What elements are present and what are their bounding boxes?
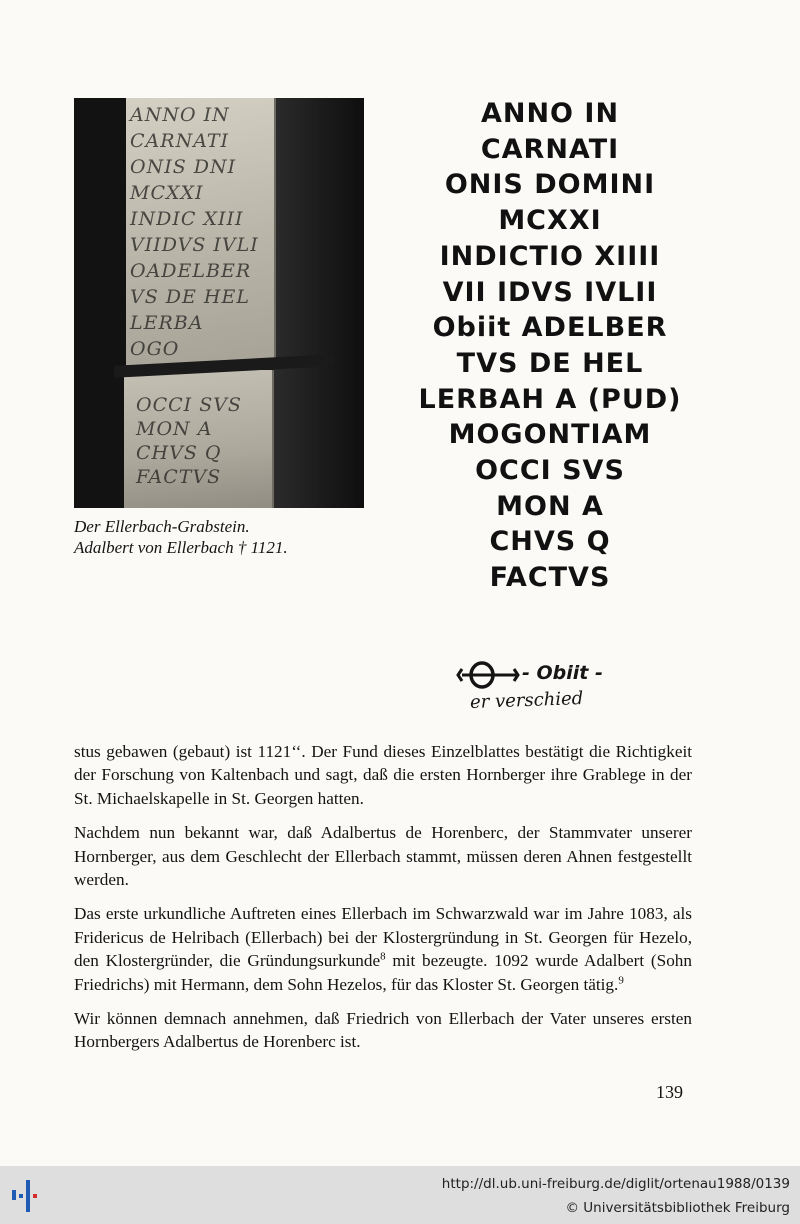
- paragraph-3-part-b: mit bezeugte. 1092 wurde Adalbert (Sohn Friedrichs) mit Hermann, dem Sohn Hezelos, für das Kloster St. Georgen tätig.: [74, 951, 692, 994]
- paragraph-2: Nachdem nun bekannt war, daß Adalbertus de Horenberc, der Stammvater unserer Hornberger, aus dem Geschlecht der Ellerbach stammt, müssen deren Ahnen festgestellt werden.: [74, 823, 692, 890]
- caption-subtitle: Adalbert von Ellerbach † 1121.: [74, 538, 288, 557]
- inscription-line: ONIS DOMINI: [444, 169, 656, 201]
- inscription-line: CARNATI: [480, 133, 620, 165]
- obiit-abbreviation-icon: [456, 660, 520, 690]
- inscription-line: MOGONTIAM: [448, 419, 652, 451]
- gravestone-engraving-line: LERBA: [130, 312, 204, 334]
- gravestone-engraving-line: VS DE HEL: [130, 286, 250, 308]
- inscription-line: LERBAH A (PUD): [418, 383, 682, 415]
- gravestone-engraving-line: FACTVS: [136, 466, 222, 488]
- page-permalink[interactable]: http://dl.ub.uni-freiburg.de/diglit/ortenau1988/0139: [441, 1176, 790, 1192]
- gravestone-engraving-line: OCCI SVS: [136, 394, 242, 416]
- inscription-line: VII IDVS IVLII: [442, 276, 658, 308]
- inscription-line: OCCI SVS: [475, 455, 625, 487]
- gravestone-engraving-line: OADELBER: [130, 260, 252, 282]
- gravestone-engraving-line: VIIDVS IVLI: [130, 234, 259, 256]
- gravestone-engraving-line: INDIC XIII: [130, 208, 244, 230]
- gravestone-photo: [74, 98, 364, 508]
- gravestone-engraving-line: ANNO IN: [130, 104, 230, 126]
- inscription-line: ANNO IN: [480, 98, 620, 129]
- inscription-line: Obiit ADELBER: [432, 312, 668, 344]
- gravestone-engraving-line: CHVS Q: [136, 442, 222, 464]
- footnote-ref-9[interactable]: 9: [618, 973, 624, 986]
- page-number: 139: [656, 1082, 683, 1102]
- gravestone-engraving-line: OGO: [130, 338, 180, 360]
- paragraph-3: [74, 902, 692, 996]
- inscription-line: CHVS Q: [489, 526, 611, 558]
- gravestone-engraving-line: CARNATI: [130, 130, 230, 152]
- inscription-line: MON A: [496, 490, 604, 522]
- inscription-line: MCXXI: [498, 205, 602, 237]
- inscription-transcription: [392, 96, 708, 596]
- inscription-line: TVS DE HEL: [456, 347, 644, 379]
- obiit-annotation: [456, 660, 656, 720]
- viewer-footer: [0, 1166, 800, 1224]
- obiit-meaning: er verschied: [469, 688, 584, 713]
- photo-background-shadow: [274, 98, 364, 508]
- ub-freiburg-logo-icon[interactable]: [10, 1176, 40, 1216]
- footnote-ref-8[interactable]: 8: [380, 950, 386, 963]
- body-text: [74, 740, 692, 1065]
- obiit-term: - Obiit -: [522, 662, 603, 684]
- caption-title: Der Ellerbach-Grabstein.: [74, 517, 250, 536]
- paragraph-4: Wir können demnach annehmen, daß Friedrich von Ellerbach der Vater unseres ersten Hornbergers Adalbertus de Horenberc ist.: [74, 1009, 692, 1052]
- paragraph-1: stus gebawen (gebaut) ist 1121‘‘. Der Fund dieses Einzelblattes bestätigt die Richtigkeit der Forschung von Kaltenbach und sagt, daß die ersten Hornberger ihre Grablege in der St. Michaelskapelle in St. Georgen hatten.: [74, 742, 692, 808]
- figure-caption: [74, 516, 374, 558]
- gravestone-engraving-line: MON A: [136, 418, 213, 440]
- copyright-notice: © Universitätsbibliothek Freiburg: [565, 1200, 790, 1216]
- gravestone-engraving-line: ONIS DNI: [130, 156, 237, 178]
- inscription-line: INDICTIO XIIII: [439, 240, 661, 272]
- paragraph-3-part-a: Das erste urkundliche Auftreten eines Ellerbach im Schwarzwald war im Jahre 1083, als Fridericus de Helribach (Ellerbach) bei der Klostergründung in St. Georgen für Hezelo, den Klostergründer, die Gründungsurkunde: [74, 904, 692, 971]
- inscription-line: FACTVS: [489, 562, 611, 594]
- gravestone-engraving-line: MCXXI: [130, 182, 204, 204]
